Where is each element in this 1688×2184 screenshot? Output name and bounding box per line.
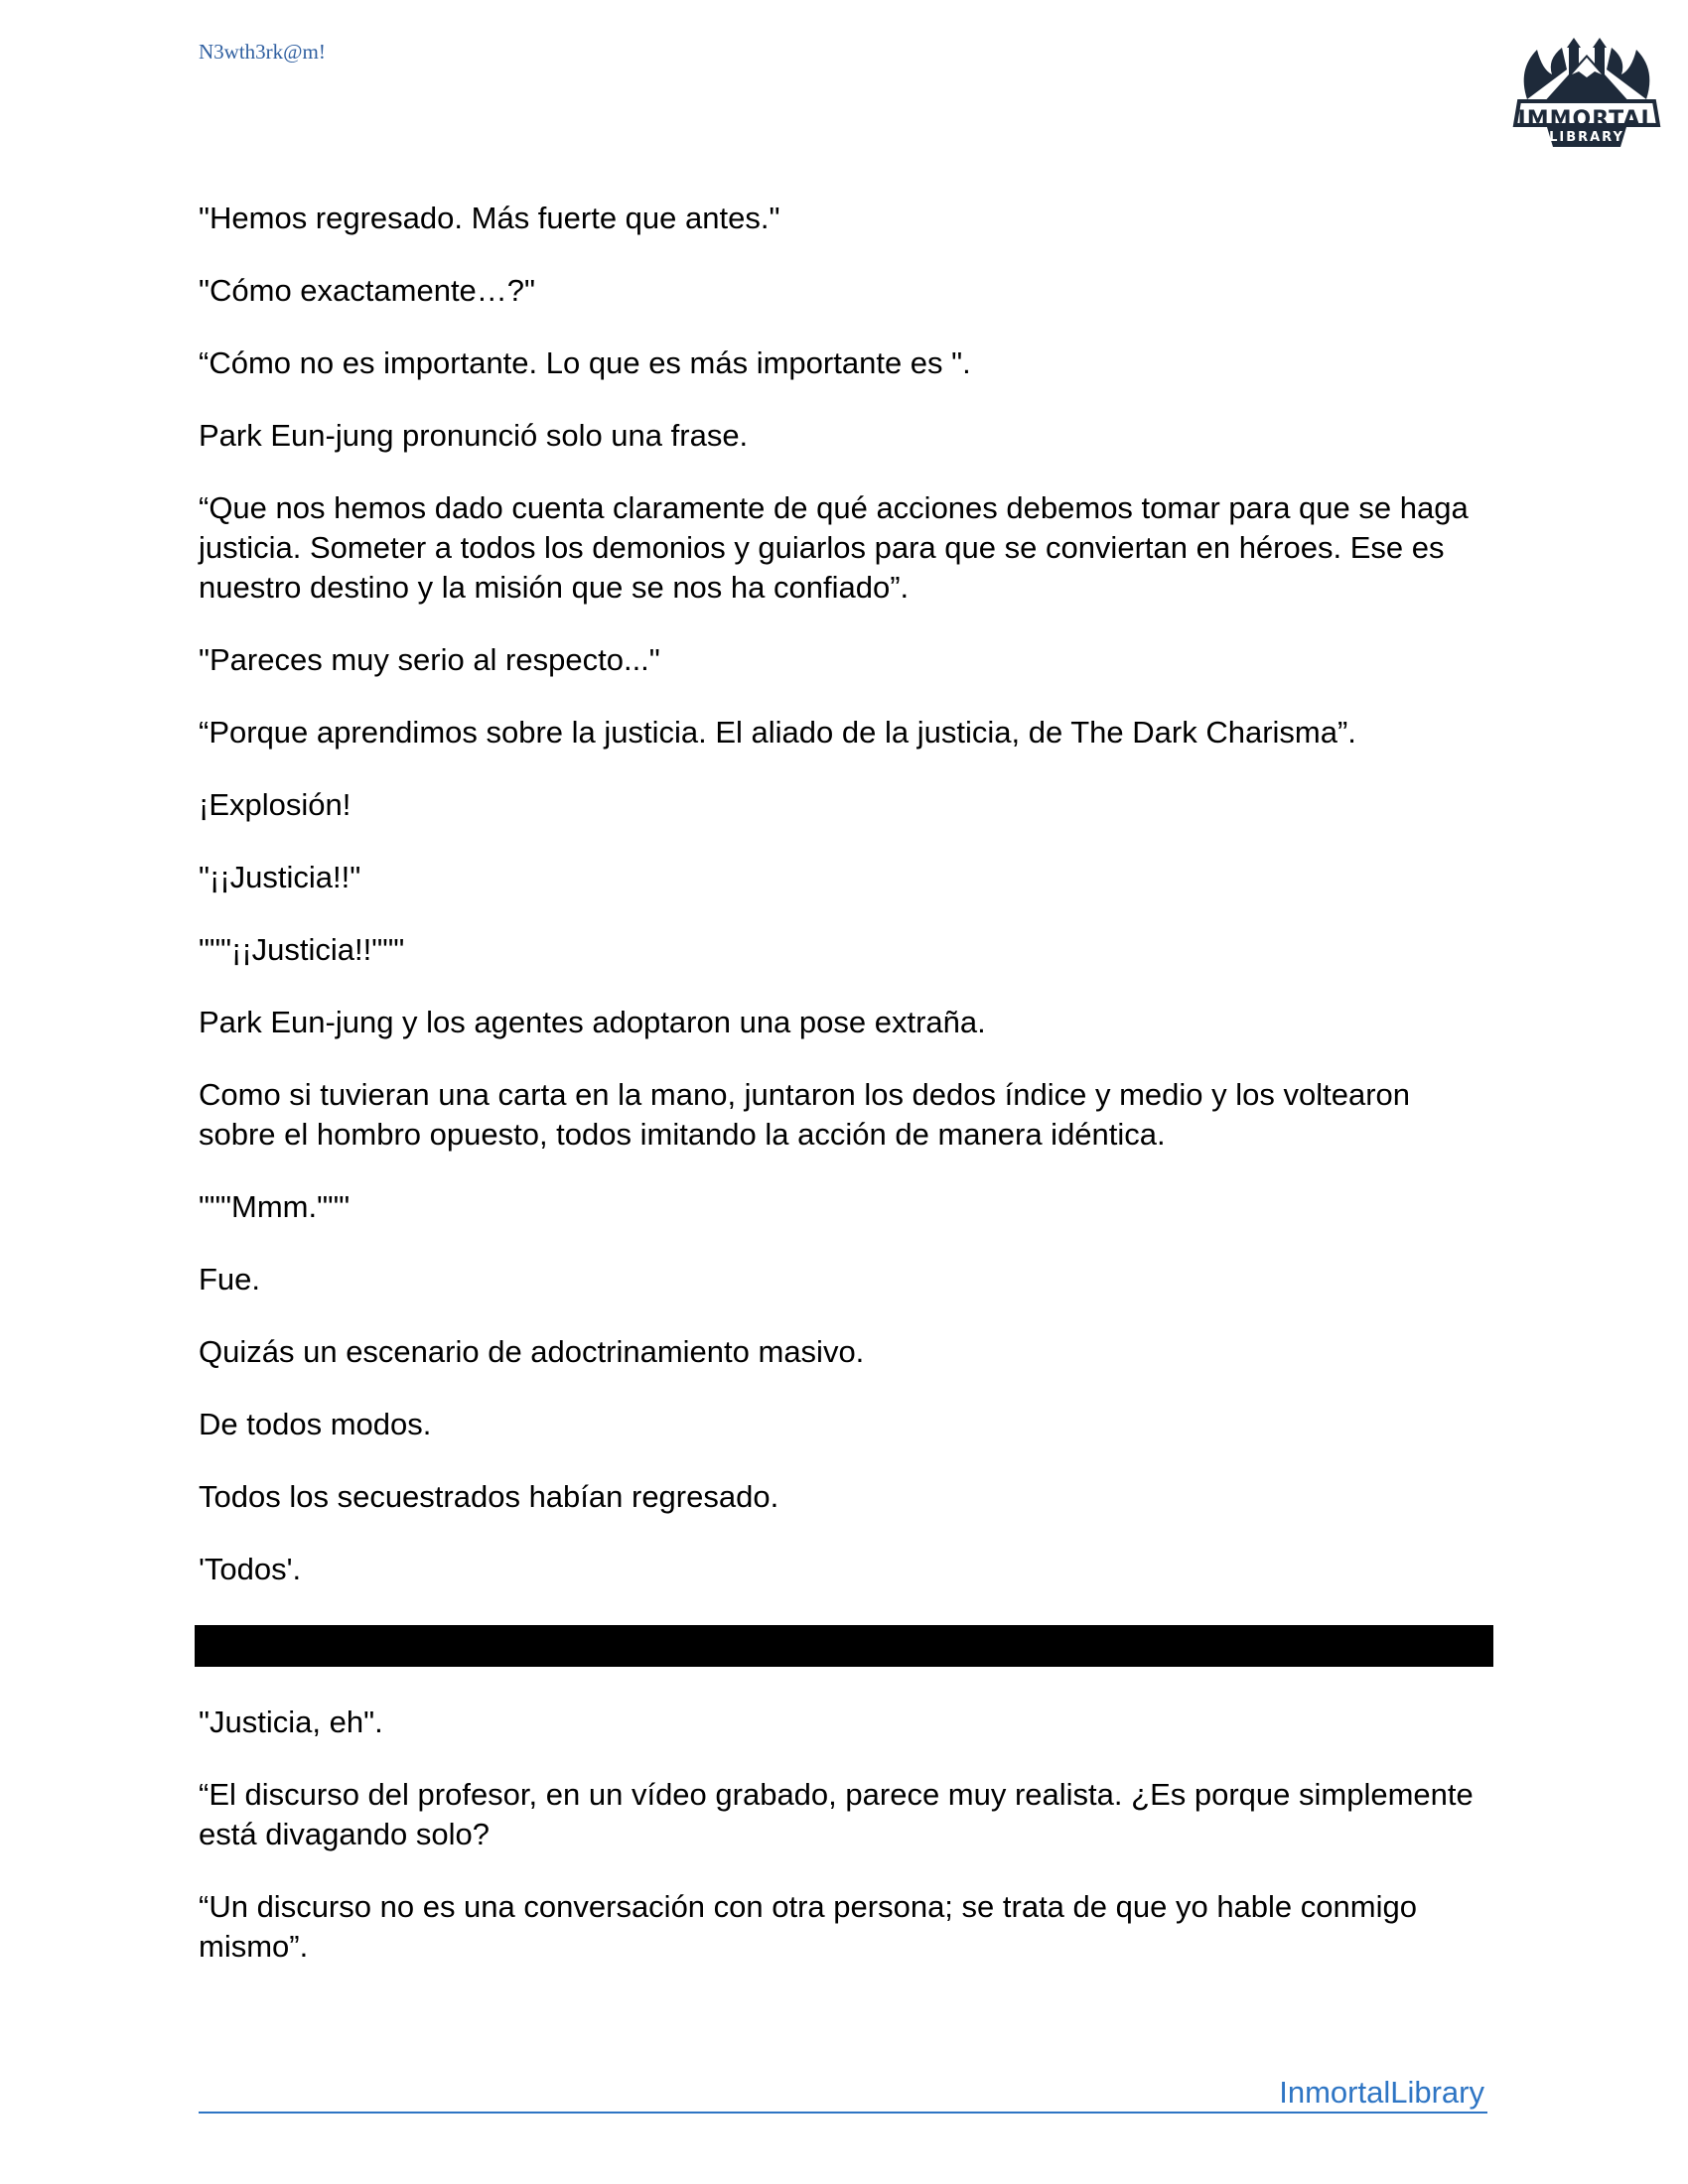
paragraph: "¡¡Justicia!!" bbox=[199, 860, 361, 894]
header-watermark: N3wth3rk@m! bbox=[199, 40, 326, 64]
paragraph: """¡¡Justicia!!""" bbox=[199, 932, 405, 967]
logo-title: IMMORTAL bbox=[1517, 107, 1656, 132]
section-divider-bar bbox=[195, 1625, 1493, 1667]
paragraph: Park Eun-jung y los agentes adoptaron una pose extraña. bbox=[199, 1005, 986, 1039]
footer-rule bbox=[199, 2112, 1487, 2114]
paragraph: Park Eun-jung pronunció solo una frase. bbox=[199, 418, 749, 453]
paragraph: “El discurso del profesor, en un vídeo grabado, parece muy realista. ¿Es porque simplemente está divagando solo? bbox=[199, 1777, 1474, 1851]
document-body-top bbox=[199, 199, 1489, 1622]
paragraph: “Que nos hemos dado cuenta claramente de qué acciones debemos tomar para que se haga justicia. Someter a todos los demonios y guiarlos para que se conviertan en héroes. Ese es nuestro destino y la misión que se nos ha confiado”. bbox=[199, 490, 1469, 605]
paragraph: “Porque aprendimos sobre la justicia. El aliado de la justicia, de The Dark Charisma”. bbox=[199, 715, 1356, 750]
document-body-bottom bbox=[199, 1703, 1489, 1999]
paragraph: Quizás un escenario de adoctrinamiento masivo. bbox=[199, 1334, 865, 1369]
paragraph: "Cómo exactamente…?" bbox=[199, 273, 536, 308]
paragraph: "Pareces muy serio al respecto..." bbox=[199, 642, 660, 677]
paragraph: De todos modos. bbox=[199, 1407, 432, 1441]
paragraph: “Cómo no es importante. Lo que es más importante es ". bbox=[199, 345, 971, 380]
footer-link[interactable]: InmortalLibrary bbox=[1279, 2075, 1484, 2110]
paragraph: "Hemos regresado. Más fuerte que antes." bbox=[199, 201, 780, 235]
paragraph: ¡Explosión! bbox=[199, 787, 352, 822]
paragraph: 'Todos'. bbox=[199, 1552, 302, 1586]
paragraph: Como si tuvieran una carta en la mano, juntaron los dedos índice y medio y los voltearon sobre el hombro opuesto, todos imitando la acción de manera idéntica. bbox=[199, 1077, 1411, 1152]
paragraph: """Mmm.""" bbox=[199, 1189, 351, 1224]
paragraph: Fue. bbox=[199, 1262, 261, 1297]
immortal-library-logo bbox=[1507, 30, 1666, 159]
logo-subtitle: LIBRARY bbox=[1549, 130, 1624, 145]
paragraph: “Un discurso no es una conversación con otra persona; se trata de que yo hable conmigo mismo”. bbox=[199, 1889, 1417, 1964]
paragraph: Todos los secuestrados habían regresado. bbox=[199, 1479, 779, 1514]
paragraph: "Justicia, eh". bbox=[199, 1705, 383, 1739]
